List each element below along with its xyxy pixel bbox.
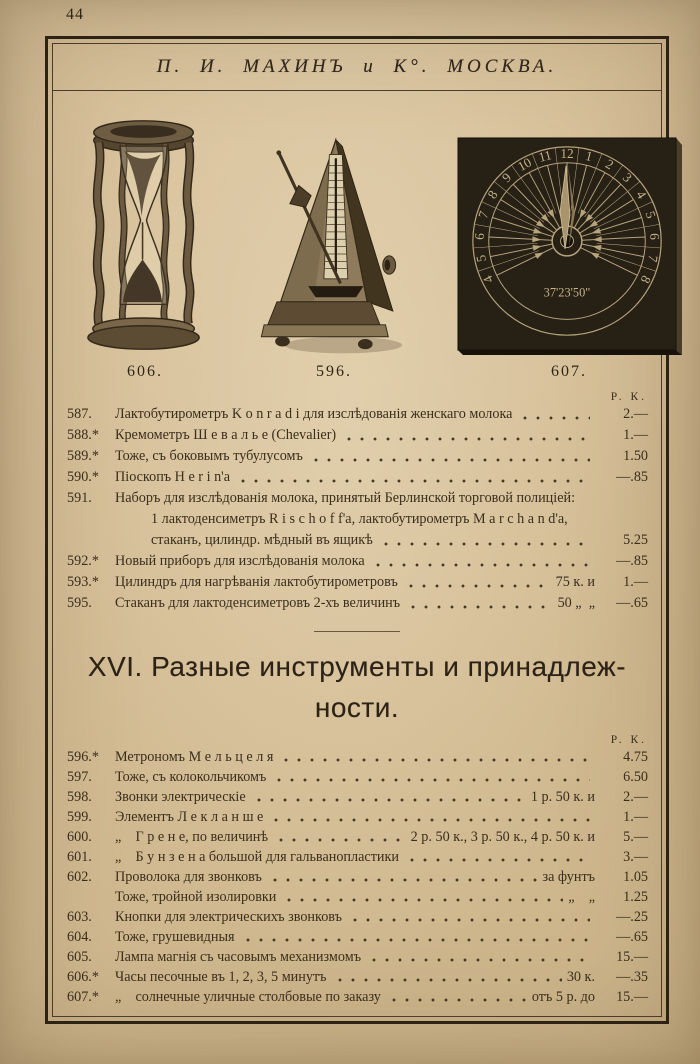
dot-leader	[237, 471, 590, 485]
item-suffix: отъ 5 р. до	[531, 989, 595, 1005]
item-suffix: „ „	[568, 889, 595, 905]
section-divider	[314, 631, 400, 632]
item-suffix: 75 к. и	[555, 574, 595, 590]
item-text: Лампа магнія съ часовымъ механизмомъ	[115, 949, 362, 965]
sundial-number: 9	[499, 169, 515, 186]
section-heading-line1: XVI. Разные инструменты и принадлеж-	[87, 651, 627, 682]
row-596	[64, 747, 648, 767]
dot-leader	[273, 770, 590, 784]
item-price: —.25	[616, 909, 648, 925]
item-text: Тоже, тройной изолировки	[115, 889, 277, 905]
sundial-number: 4	[633, 187, 650, 202]
item-text: Метрономъ М е л ь ц е л я	[115, 749, 274, 765]
item-price: 5.25	[623, 532, 648, 548]
item-suffix: 50 „ „	[557, 595, 595, 611]
metronome-illustration	[251, 127, 417, 357]
item-price: 5.—	[623, 829, 648, 845]
item-suffix: 1 р. 50 к. и	[530, 789, 595, 805]
item-text: „ Г р е н е, по величинѣ	[115, 829, 269, 845]
dot-leader	[334, 970, 562, 984]
dot-leader	[283, 890, 563, 904]
dot-leader	[310, 450, 590, 464]
item-number: 601.	[67, 849, 92, 865]
item-text: Элементъ Л е к л а н ш е	[115, 809, 264, 825]
dot-leader	[368, 950, 590, 964]
hourglass-illustration	[79, 113, 211, 357]
item-number: 600.	[67, 829, 92, 845]
item-number: 589.*	[67, 448, 99, 464]
item-text: Лактобутирометръ K o n r a d i для изслѣдованія женскаго молока	[115, 406, 513, 422]
price-column-header-2: Р. К.	[610, 734, 647, 746]
row-591	[64, 488, 648, 509]
item-number: 595.	[67, 595, 92, 611]
dot-leader	[380, 534, 590, 548]
sundial-number: 7	[475, 209, 492, 221]
row-603	[64, 907, 648, 927]
item-text: Звонки электрическіе	[115, 789, 246, 805]
figure-caption-sundial: 607.	[551, 363, 587, 380]
row-591-cont-2	[64, 530, 648, 551]
dot-leader	[582, 492, 596, 506]
item-price: 6.50	[623, 769, 648, 785]
item-number: 591.	[67, 490, 92, 506]
sundial-number: 11	[536, 147, 554, 165]
catalog-frame-inner	[52, 43, 662, 1017]
row-604	[64, 927, 648, 947]
item-text: Тоже, съ боковымъ тубулусомъ	[115, 448, 303, 464]
item-price: 1.—	[623, 809, 648, 825]
item-price: —.65	[616, 595, 648, 611]
sundial-number: 7	[644, 253, 662, 264]
dot-leader	[388, 990, 527, 1004]
dot-leader	[405, 576, 551, 590]
sundial-number: 6	[646, 232, 663, 241]
row-592	[64, 551, 648, 572]
dot-leader	[372, 555, 590, 569]
price-list-1	[64, 404, 648, 614]
sundial-number: 12	[560, 145, 574, 161]
item-suffix: за фунтъ	[542, 869, 595, 885]
row-587	[64, 404, 648, 425]
item-price: 1.05	[623, 869, 648, 885]
dot-leader	[253, 790, 526, 804]
item-price: —.65	[616, 929, 648, 945]
figures-row	[71, 113, 661, 381]
dot-leader	[519, 408, 590, 422]
dot-leader	[407, 597, 552, 611]
item-number: 592.*	[67, 553, 99, 569]
item-price: 1.50	[623, 448, 648, 464]
item-text: Тоже, грушевидныя	[115, 929, 235, 945]
row-597	[64, 767, 648, 787]
item-number: 593.*	[67, 574, 99, 590]
item-text: „ солнечные уличные столбовые по заказу	[115, 989, 381, 1005]
row-598	[64, 787, 648, 807]
dot-leader	[406, 850, 590, 864]
sundial-number: 6	[471, 232, 488, 241]
sundial-number: 1	[583, 147, 595, 165]
dot-leader	[575, 513, 590, 527]
item-text: Піоскопъ H e r i n'a	[115, 469, 231, 485]
row-602-cont	[64, 887, 648, 907]
dot-leader	[242, 930, 590, 944]
row-590	[64, 467, 648, 488]
item-text: Тоже, съ колокольчикомъ	[115, 769, 267, 785]
dot-leader	[270, 810, 590, 824]
row-588	[64, 425, 648, 446]
item-number: 606.*	[67, 969, 99, 985]
item-price: 15.—	[616, 989, 648, 1005]
price-list-2	[64, 747, 648, 1007]
section-heading	[53, 646, 661, 728]
item-text: „ Б у н з е н а большой для гальванопластики	[115, 849, 399, 865]
item-price: —.35	[616, 969, 648, 985]
masthead-title: П. И. МАХИНЪ и К°. МОСКВА.	[53, 44, 661, 91]
item-text: Цилиндръ для нагрѣванія лактобутирометровъ	[115, 574, 398, 590]
item-price: —.85	[616, 553, 648, 569]
row-600	[64, 827, 648, 847]
item-price: 1.25	[623, 889, 648, 905]
hourglass-figure	[79, 113, 211, 381]
row-593	[64, 572, 648, 593]
item-price: 2.—	[623, 406, 648, 422]
dot-leader	[280, 750, 590, 764]
price-column-header-1: Р. К.	[610, 391, 647, 403]
item-number: 604.	[67, 929, 92, 945]
item-number: 590.*	[67, 469, 99, 485]
item-text: Наборъ для изслѣдованія молока, принятый Берлинской торговой полиціей:	[115, 490, 576, 506]
sundial-number: 2	[602, 156, 617, 173]
item-price: 1.—	[623, 427, 648, 443]
sundial-figure	[455, 135, 683, 381]
item-number: 599.	[67, 809, 92, 825]
item-price: 2.—	[623, 789, 648, 805]
sundial-number: 5	[642, 209, 659, 221]
sundial-inscription: 37'23'50"	[543, 285, 591, 300]
item-number: 602.	[67, 869, 92, 885]
figure-caption-metronome: 596.	[316, 363, 352, 380]
page-number: 44	[66, 6, 84, 23]
item-suffix: 2 р. 50 к., 3 р. 50 к., 4 р. 50 к. и	[410, 829, 595, 845]
item-number: 603.	[67, 909, 92, 925]
section-heading-line2: ности.	[314, 692, 400, 723]
item-text: 1 лактоденсиметръ R i s c h o f f'a, лактобутирометръ M a r c h a n d'a,	[151, 511, 568, 527]
row-601	[64, 847, 648, 867]
row-605	[64, 947, 648, 967]
item-number: 587.	[67, 406, 92, 422]
item-text: стаканъ, цилиндр. мѣдный въ ящикѣ	[151, 532, 373, 548]
item-number: 598.	[67, 789, 92, 805]
item-number: 596.*	[67, 749, 99, 765]
catalog-frame	[45, 36, 669, 1024]
sundial-number: 8	[484, 187, 501, 202]
dot-leader	[349, 910, 590, 924]
item-number: 607.*	[67, 989, 99, 1005]
item-price: 3.—	[623, 849, 648, 865]
item-price: —.85	[616, 469, 648, 485]
row-589	[64, 446, 648, 467]
sundial-number: 3	[619, 169, 636, 186]
item-price: 1.—	[623, 574, 648, 590]
item-price: 15.—	[616, 949, 648, 965]
item-text: Новый приборъ для изслѣдованія молока	[115, 553, 365, 569]
dot-leader	[275, 830, 406, 844]
figure-caption-hourglass: 606.	[127, 363, 163, 380]
dot-leader	[269, 870, 538, 884]
item-number: 588.*	[67, 427, 99, 443]
row-591-cont-1	[64, 509, 648, 530]
metronome-figure	[251, 127, 417, 381]
sundial-number: 8	[637, 273, 655, 286]
sundial-illustration	[455, 135, 683, 357]
sundial-number: 10	[514, 154, 534, 175]
row-602	[64, 867, 648, 887]
dot-leader	[343, 429, 590, 443]
row-599	[64, 807, 648, 827]
sundial-number: 5	[473, 253, 490, 264]
item-text: Проволока для звонковъ	[115, 869, 262, 885]
item-text: Стаканъ для лактоденсиметровъ 2-хъ величинъ	[115, 595, 401, 611]
item-number: 597.	[67, 769, 92, 785]
row-595	[64, 593, 648, 614]
row-607	[64, 987, 648, 1007]
item-suffix: 30 к.	[566, 969, 595, 985]
sundial-number: 4	[479, 273, 497, 286]
item-number: 605.	[67, 949, 92, 965]
row-606	[64, 967, 648, 987]
item-text: Часы песочные въ 1, 2, 3, 5 минутъ	[115, 969, 327, 985]
item-text: Кнопки для электрическихъ звонковъ	[115, 909, 342, 925]
item-text: Кремометръ Ш е в а л ь е (Chevalier)	[115, 427, 337, 443]
item-price: 4.75	[623, 749, 648, 765]
